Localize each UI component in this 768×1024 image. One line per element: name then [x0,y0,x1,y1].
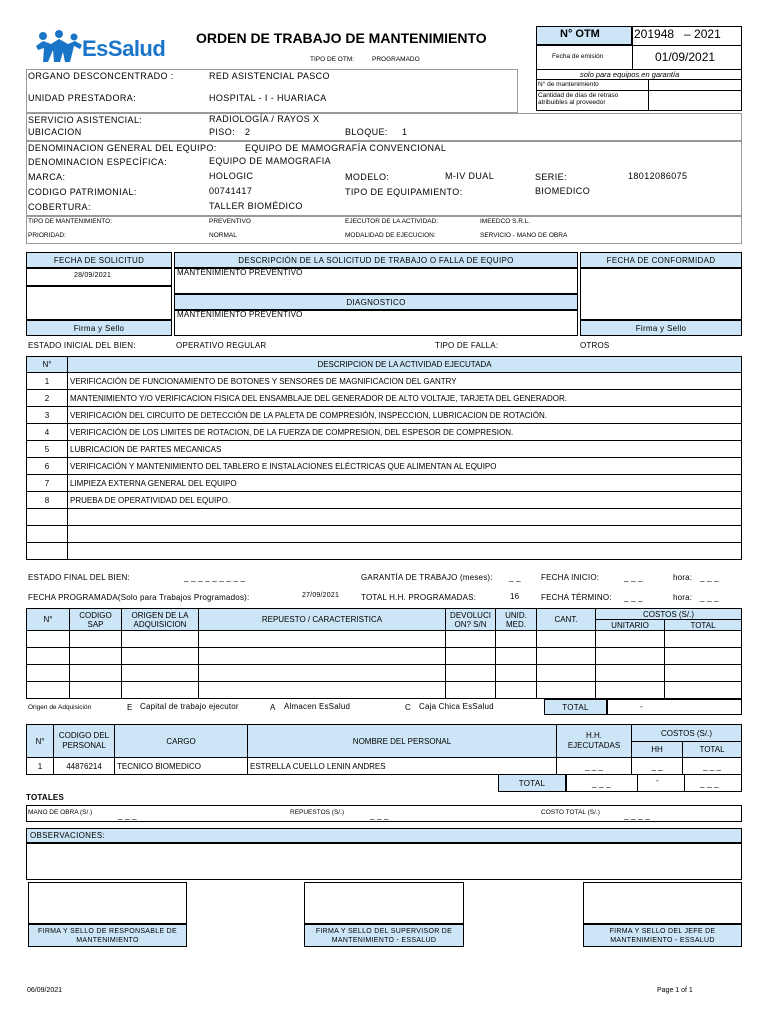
observaciones-header [26,828,742,843]
ubicacion-label: UBICACION [28,127,82,137]
per-nombre-header: NOMBRE DEL PERSONAL [248,725,557,758]
den-especifica-value: EQUIPO DE MAMOGRAFIA [209,156,332,166]
personal-table [26,724,742,775]
codigo-patrimonial-value: 00741417 [209,186,253,196]
servicio-value: RADIOLOGÍA / RAYOS X [209,114,320,124]
hora-inicio-label: hora: [673,573,693,582]
origen-a: Almacen EsSalud [284,702,351,711]
table-row [27,475,742,492]
actividad-desc: VERIFICACIÓN DEL CIRCUITO DE DETECCIÓN DE LA PALETA DE COMPRESIÓN, INSPECCION, LUBRICACION DE ROTACIÓN. [68,407,742,424]
per-costos-header: COSTOS (S/.) [632,725,742,742]
rep-total-label: TOTAL [544,699,607,715]
estado-final-value: _ _ _ _ _ _ _ _ _ [184,573,246,582]
actividad-desc [68,543,742,560]
rep-origen-header: ORIGEN DE LA ADQUISICION [122,609,199,631]
actividad-desc: MANTENIMIENTO Y/O VERIFICACION FISICA DEL ENSAMBLAJE DEL GENERADOR DE ALTO VOLTAJE, TARJETA DEL GENERADOR. [68,390,742,407]
table-row [27,424,742,441]
tipo-mant-label: TIPO DE MANTENIMIENTO: [28,218,113,225]
firma-responsable-box[interactable] [28,882,187,924]
fecha-solicitud: 28/09/2021 [74,272,112,279]
per-hh-header: H.H. EJECUTADAS [557,725,632,758]
actividad-num: 3 [27,407,68,424]
mano-obra-value: _ _ _ [118,811,137,820]
origen-e-code: E [127,703,133,712]
table-row [27,758,742,775]
unidad-value: HOSPITAL - I - HUARIACA [209,93,327,103]
firma-sello-left: Firma y Sello [26,320,172,336]
table-row [27,543,742,560]
rep-total-value: - [640,702,643,711]
per-total-header: TOTAL [683,742,742,758]
descripcion-value: MANTENIMIENTO PREVENTIVO [177,268,303,277]
rep-devolucion-header: DEVOLUCI ON? S/N [446,609,496,631]
fecha-conformidad-header: FECHA DE CONFORMIDAD [580,252,742,268]
diagnostico-value: MANTENIMIENTO PREVENTIVO [177,310,303,319]
footer-date: 06/09/2021 [27,987,63,994]
actividad-desc: LIMPIEZA EXTERNA GENERAL DEL EQUIPO [68,475,742,492]
rep-num-header: N° [27,609,70,631]
den-general-value: EQUIPO DE MAMOGRAFÍA CONVENCIONAL [245,143,447,153]
firma-responsable-label: FIRMA Y SELLO DE RESPONSABLE DE MANTENIMIENTO [28,924,187,947]
den-especifica-label: DENOMINACION ESPECÍFICA: [28,157,168,167]
den-general-label: DENOMINACION GENERAL DEL EQUIPO: [28,143,217,153]
totales-title: TOTALES [26,793,64,802]
serie-label: SERIE: [535,172,567,182]
firma-sello-right: Firma y Sello [580,320,742,336]
actividad-desc [68,509,742,526]
per-total-label: TOTAL [498,774,566,792]
organo-value: RED ASISTENCIAL PASCO [209,71,330,81]
prioridad-value: NORMAL [209,232,237,239]
piso-value: 2 [245,127,251,137]
garantia-value: _ _ [509,573,521,582]
ejecutor-label: EJECUTOR DE LA ACTIVIDAD: [345,218,439,225]
otm-number: 201948 – 2021 [634,27,721,41]
hora-termino-value: _ _ _ [700,593,719,602]
actividad-desc: VERIFICACIÓN Y MANTENIMIENTO DEL TABLERO E INSTALACIONES ELÉCTRICAS QUE ALIMENTAN AL EQUIPO [68,458,742,475]
modalidad-label: MODALIDAD DE EJECUCION: [345,232,436,239]
brand-name: EsSalud [82,36,166,61]
tipo-equipamiento-value: BIOMEDICO [535,186,591,196]
table-row [27,458,742,475]
actividad-num-header: N° [27,357,68,373]
table-row [27,441,742,458]
cobertura-label: COBERTURA: [28,202,91,212]
costo-total-value: _ _ _ _ [624,811,650,820]
actividad-num [27,509,68,526]
firma-jefe-label: FIRMA Y SELLO DEL JEFE DE MANTENIMIENTO - ESSALUD [583,924,742,947]
mano-obra-label: MANO DE OBRA (S/.) [28,809,93,816]
cobertura-value: TALLER BIOMÉDICO [209,201,303,211]
actividad-num: 2 [27,390,68,407]
repuestos-total-value: _ _ _ [370,811,389,820]
table-row [27,492,742,509]
actividad-desc: VERIFICACIÓN DE LOS LIMITES DE ROTACION, DE LA FUERZA DE COMPRESION, DEL ESPESOR DE COMPRESION. [68,424,742,441]
fecha-inicio-label: FECHA INICIO: [541,573,600,582]
repuestos-total-label: REPUESTOS (S/.) [290,809,345,816]
fecha-emision: 01/09/2021 [655,50,716,64]
per-row-codigo: 44876214 [54,758,115,775]
estado-inicial-value: OPERATIVO REGULAR [176,341,267,350]
rep-costos-header: COSTOS (S/.) [596,609,742,620]
table-row [27,526,742,543]
modelo-value: M-IV DUAL [445,171,495,181]
origen-a-code: A [270,703,276,712]
modelo-label: MODELO: [345,172,390,182]
per-total-cost: - [656,776,659,785]
table-row [27,390,742,407]
table-row [27,407,742,424]
table-row [27,509,742,526]
actividad-num [27,543,68,560]
actividad-desc [68,526,742,543]
tipo-otm-value: PROGRAMADO [372,56,420,63]
rep-total-header: TOTAL [665,620,742,631]
per-cargo-header: CARGO [115,725,248,758]
garantia-label: GARANTÍA DE TRABAJO (meses): [361,573,493,582]
per-hh-cost-header: HH [632,742,683,758]
per-row-cargo: TECNICO BIOMEDICO [115,758,248,775]
tipo-equipamiento-label: TIPO DE EQUIPAMIENTO: [345,187,463,197]
codigo-patrimonial-label: CODIGO PATRIMONIAL: [28,187,137,197]
firma-jefe-box[interactable] [583,882,742,924]
footer-page: Page 1 of 1 [657,987,693,994]
bloque-value: 1 [402,127,408,137]
actividad-num: 8 [27,492,68,509]
repuestos-table [26,608,742,699]
actividad-num: 1 [27,373,68,390]
fecha-termino-label: FECHA TÉRMINO: [541,593,612,602]
garantia-note: solo para equipos en garantía [580,70,680,79]
origen-label: Origen de Adquisición [28,704,92,711]
tipo-falla-label: TIPO DE FALLA: [435,341,499,350]
total-hh-label: TOTAL H.H. PROGRAMADAS: [361,593,477,602]
tipo-mant-value: PREVENTIVO [209,218,251,225]
per-total-total: _ _ _ [700,779,719,788]
descripcion-header: DESCRIPCIÓN DE LA SOLICITUD DE TRABAJO O FALLA DE EQUIPO [174,252,578,268]
dias-retraso-label: Cantidad de días de retraso atribuibles al proveedor [538,92,619,106]
bloque-label: BLOQUE: [345,127,388,137]
origen-e: Capital de trabajo ejecutor [140,702,239,711]
fecha-programada-label: FECHA PROGRAMADA(Solo para Trabajos Programados): [28,593,250,602]
origen-c-code: C [405,703,411,712]
diagnostico-header: DIAGNOSTICO [174,294,578,310]
prioridad-label: PRIORIDAD: [28,232,66,239]
rep-unid-header: UNID. MED. [496,609,537,631]
estado-inicial-label: ESTADO INICIAL DEL BIEN: [28,341,136,350]
origen-c: Caja Chica EsSalud [419,702,494,711]
hora-termino-label: hora: [673,593,693,602]
page-title: ORDEN DE TRABAJO DE MANTENIMIENTO [196,30,487,46]
observaciones-field[interactable] [26,843,742,880]
per-codigo-header: CODIGO DEL PERSONAL [54,725,115,758]
per-row-num: 1 [27,758,54,775]
actividad-desc-header: DESCRIPCION DE LA ACTIVIDAD EJECUTADA [68,357,742,373]
table-row [27,373,742,390]
fecha-solicitud-header: FECHA DE SOLICITUD [26,252,172,268]
per-num-header: N° [27,725,54,758]
piso-label: PISO: [209,127,236,137]
fecha-programada-value: 27/09/2021 [302,592,340,599]
rep-unitario-header: UNITARIO [596,620,665,631]
firma-supervisor-box[interactable] [304,882,464,924]
actividad-num: 7 [27,475,68,492]
per-row-hh-cost: _ _ [632,758,683,775]
estado-final-label: ESTADO FINAL DEL BIEN: [28,573,130,582]
actividad-num [27,526,68,543]
per-total-hh: _ _ _ [592,779,611,788]
costo-total-label: COSTO TOTAL (S/.) [541,809,600,816]
per-row-nombre: ESTRELLA CUELLO LENIN ANDRES [248,758,557,775]
fecha-termino-value: _ _ _ [624,593,643,602]
family-logo-icon [34,30,84,64]
actividad-desc: VERIFICACIÓN DE FUNCIONAMIENTO DE BOTONES Y SENSORES DE MAGNIFICACION DEL GANTRY [68,373,742,390]
rep-cant-header: CANT. [537,609,596,631]
total-hh-value: 16 [510,592,520,601]
per-row-hh: _ _ _ [557,758,632,775]
ejecutor-value: IMEEDCO S.R.L. [480,218,531,225]
servicio-label: SERVICIO ASISTENCIAL: [28,115,143,125]
per-row-total: _ _ _ [683,758,742,775]
unidad-label: UNIDAD PRESTADORA: [28,93,137,103]
fecha-emision-label: Fecha de emisión [552,53,604,60]
serie-value: 18012086075 [628,171,688,181]
hora-inicio-value: _ _ _ [700,573,719,582]
otm-label: N° OTM [560,28,600,40]
rep-repuesto-header: REPUESTO / CARACTERISTICA [199,609,446,631]
actividad-desc: LUBRICACION DE PARTES MECANICAS [68,441,742,458]
essalud-logo [34,30,174,66]
firma-supervisor-label: FIRMA Y SELLO DEL SUPERVISOR DE MANTENIMIENTO - ESSALUD [304,924,464,947]
observaciones-label: OBSERVACIONES: [30,831,106,840]
tipo-falla-value: OTROS [580,341,610,350]
actividad-num: 5 [27,441,68,458]
actividad-desc: PRUEBA DE OPERATIVIDAD DEL EQUIPO. [68,492,742,509]
fecha-inicio-value: _ _ _ [624,573,643,582]
modalidad-value: SERVICIO - MANO DE OBRA [480,232,568,239]
actividades-table [26,356,742,560]
tipo-otm-label: TIPO DE OTM: [310,56,355,63]
marca-value: HOLOGIC [209,171,254,181]
organo-label: ORGANO DESCONCENTRADO : [28,71,174,81]
actividad-num: 6 [27,458,68,475]
marca-label: MARCA: [28,172,66,182]
n-mantenimiento-label: N° de mantenimiento [538,81,599,88]
rep-codigo-header: CODIGO SAP [70,609,122,631]
actividad-num: 4 [27,424,68,441]
